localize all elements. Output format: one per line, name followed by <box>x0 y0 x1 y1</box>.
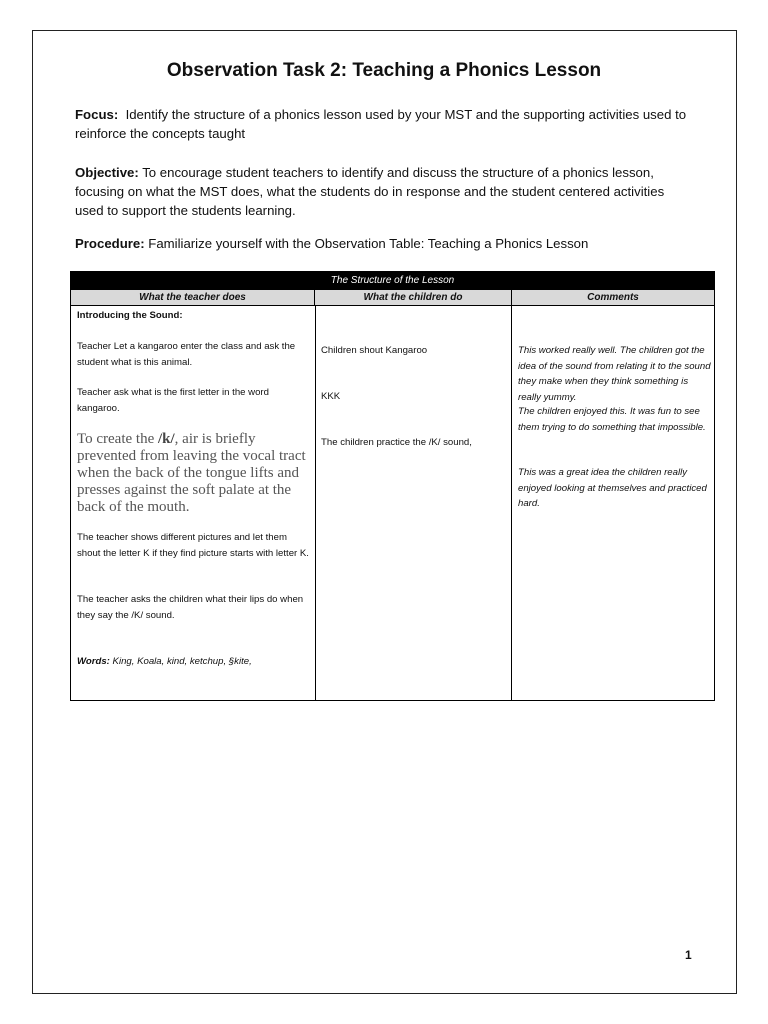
words-list: King, Koala, kind, ketchup, §kite, <box>112 656 252 667</box>
page-title: Observation Task 2: Teaching a Phonics Lesson <box>166 60 602 81</box>
teacher-step-1: Teacher Let a kangaroo enter the class and ask the student what is this animal. <box>77 341 296 368</box>
column-divider <box>511 306 512 701</box>
comment-3: This was a great idea the children really enjoyed looking at themselves and practiced hard. <box>518 467 707 509</box>
table-title: The Structure of the Lesson <box>71 272 714 289</box>
table-header-row <box>71 289 714 306</box>
children-response-3: The children practice the /K/ sound, <box>321 437 472 448</box>
header-teacher: What the teacher does <box>71 290 315 305</box>
teacher-step-2: Teacher ask what is the first letter in the word kangaroo. <box>77 387 269 414</box>
column-divider <box>315 306 316 701</box>
header-comments: Comments <box>587 292 639 303</box>
procedure-label: Procedure: <box>75 236 145 251</box>
comment-2: The children enjoyed this. It was fun to see them trying to do something that impossible. <box>518 406 706 433</box>
objective-paragraph <box>75 163 695 220</box>
children-response-1: Children shout Kangaroo <box>321 345 428 356</box>
teacher-step-3: The teacher shows different pictures and let them shout the letter K if they find picture starts with letter K. <box>77 532 309 559</box>
teacher-intro: Introducing the Sound: <box>77 310 183 321</box>
children-response-2: KKK <box>321 391 341 402</box>
teacher-step-4: The teacher asks the children what their lips do when they say the /K/ sound. <box>77 594 304 621</box>
k-sound-prefix: To create the <box>77 431 155 447</box>
procedure-text: Familiarize yourself with the Observation Table: Teaching a Phonics Lesson <box>148 236 589 251</box>
focus-paragraph <box>75 105 695 143</box>
k-sound-symbol: /k/ <box>157 431 175 447</box>
focus-label: Focus: <box>75 107 119 122</box>
k-sound-rest: , air is briefly prevented from leaving the vocal tract when the back of the tongue lifts and presses against the soft palate at the back of the mouth. <box>77 431 306 515</box>
comment-1: This worked really well. The children got the idea of the sound from relating it to the sound they make when they think something is really yummy. <box>518 345 711 403</box>
page-number: 1 <box>685 948 692 962</box>
lesson-structure-table <box>70 271 715 701</box>
words-line <box>77 654 313 670</box>
objective-label: Objective: <box>75 165 139 180</box>
header-children: What the children do <box>315 290 512 305</box>
k-sound-description <box>77 431 313 516</box>
focus-text: Identify the structure of a phonics lesson used by your MST and the supporting activities used to reinforce the concepts taught <box>75 107 687 141</box>
table-body <box>71 306 714 701</box>
objective-text: To encourage student teachers to identify and discuss the structure of a phonics lesson, focusing on what the MST does, what the students do in response and the student centered activities used to support the students learning. <box>75 165 665 218</box>
words-label: Words: <box>77 656 110 667</box>
procedure-paragraph <box>75 234 695 253</box>
